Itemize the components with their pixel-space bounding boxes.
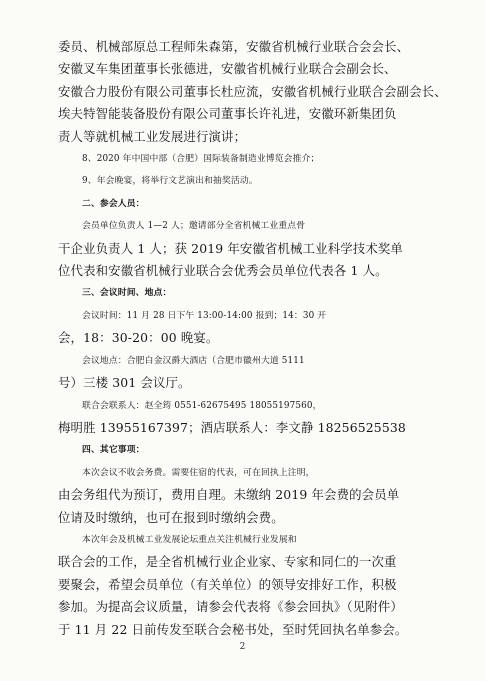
text-line: 位请及时缴纳，也可在报到时缴纳会费。 <box>58 509 284 525</box>
text-line: 联合会的工作，是全省机械行业企业家、专家和同仁的一次重 <box>58 554 397 570</box>
text-line: 会议时间：11 月 28 日下午 13:00-14:00 报到；14：30 开 <box>82 310 327 321</box>
text-line: 参加。为提高会议质量，请参会代表将《参会回执》（见附件） <box>58 599 403 615</box>
text-line: 9、年会晚宴，将举行文艺演出和抽奖活动。 <box>82 176 258 187</box>
text-line: 8、2020 年中国中部（合肥）国际装备制造业博览会推介； <box>82 154 320 165</box>
page-number: 2 <box>239 642 246 652</box>
text-line: 由会务组代为预订，费用自理。未缴纳 2019 年会费的会员单 <box>58 487 400 503</box>
text-line: 号）三楼 301 会议厅。 <box>58 375 191 391</box>
text-line: 安徽合力股份有限公司董事长杜应流，安徽省机械行业联合会副会长、 <box>58 83 447 99</box>
section-heading: 三、会议时间、地点： <box>82 288 172 299</box>
text-line: 干企业负责人 1 人；获 2019 年安徽省机械工业科学技术奖单 <box>58 240 403 256</box>
section-heading: 四、其它事项： <box>82 445 145 456</box>
text-line: 于 11 月 22 日前传发至联合会秘书处，至时凭回执名单参会。 <box>58 621 408 637</box>
text-line: 会议地点：合肥白金汉爵大酒店（合肥市徽州大道 5111 <box>82 355 305 366</box>
document-body <box>58 36 445 641</box>
text-line: 位代表和安徽省机械行业联合会优秀会员单位代表各 1 人。 <box>58 263 388 279</box>
text-line: 委员、机械部原总工程师朱森第，安徽省机械行业联合会会长、 <box>58 39 410 54</box>
text-line: 会员单位负责人 1—2 人；邀请部分全省机械工业重点骨 <box>82 221 306 232</box>
text-line: 本次会议不收会务费。需要住宿的代表，可在回执上注明， <box>82 467 315 478</box>
text-line: 要聚会，希望会员单位（有关单位）的领导安排好工作，积极 <box>58 576 397 592</box>
text-line: 会，18：30-20：00 晚宴。 <box>58 330 219 346</box>
text-line: 梅明胜 13955167397；酒店联系人：李文静 18256525538 <box>58 419 406 435</box>
text-line: 责人等就机械工业发展进行演讲； <box>58 128 247 144</box>
text-line: 埃夫特智能装备股份有限公司董事长许礼进，安徽环新集团负 <box>58 106 397 122</box>
text-line: 本次年会及机械工业发展论坛重点关注机械行业发展和 <box>82 534 297 545</box>
text-line: 安徽叉车集团董事长张德进，安徽省机械行业联合会副会长、 <box>58 61 397 77</box>
section-heading: 二、参会人员： <box>82 198 145 209</box>
text-line: 联合会联系人：赵全筠 0551-62675495 18055197560， <box>82 400 322 411</box>
